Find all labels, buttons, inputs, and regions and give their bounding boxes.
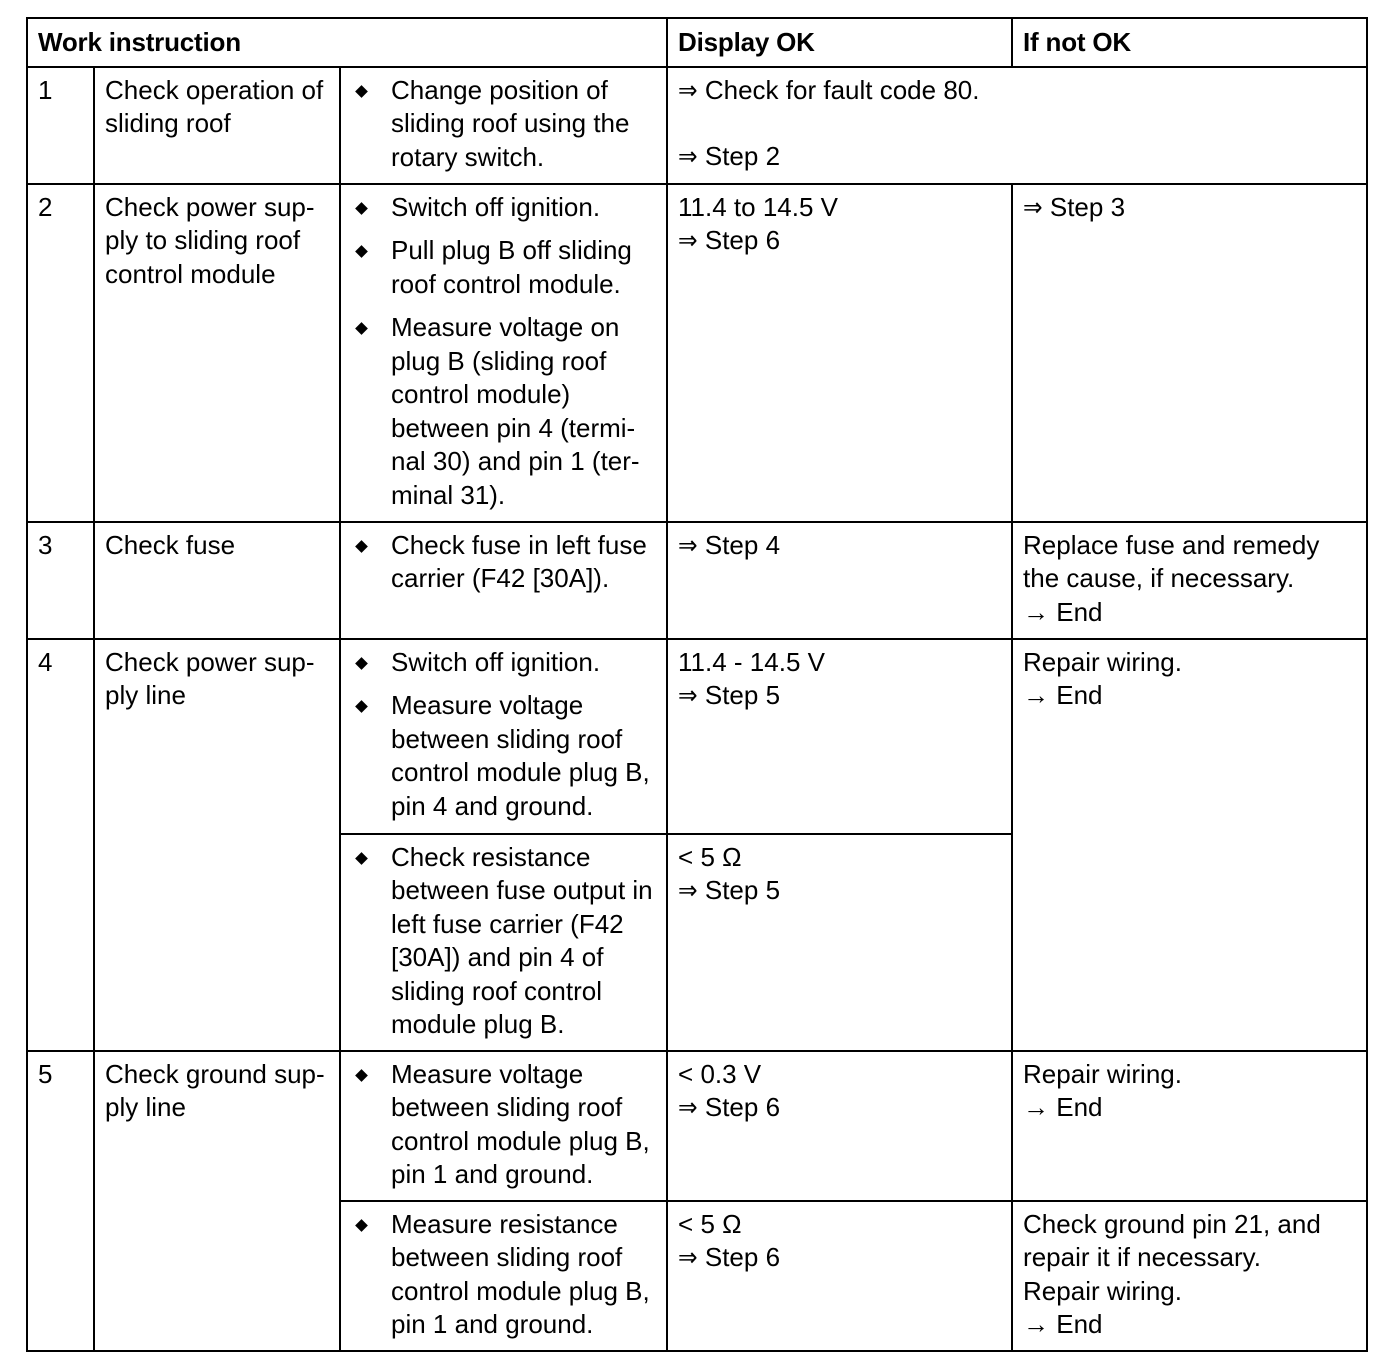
display-ok-line: 11.4 to 14.5 V bbox=[678, 191, 839, 222]
if-not-ok-cell bbox=[1012, 522, 1367, 639]
step-number: 1 bbox=[27, 67, 94, 184]
step-title: Check power sup-ply line bbox=[94, 639, 340, 1051]
step-number: 2 bbox=[27, 184, 94, 522]
header-work-instruction: Work instruction bbox=[27, 18, 667, 67]
table-row-step-1 bbox=[27, 67, 1367, 184]
header-row bbox=[27, 18, 1367, 67]
step-title: Check fuse bbox=[94, 522, 340, 639]
display-ok-gap bbox=[678, 107, 1356, 140]
display-ok-cell bbox=[667, 639, 1012, 834]
header-if-not-ok: If not OK bbox=[1012, 18, 1367, 67]
instruction-item: Check resistance between fuse output in left fuse carrier (F42 [30A]) and pin 4 of sliding roof control module plug B. bbox=[351, 841, 656, 1042]
table-row-step-5a bbox=[27, 1051, 1367, 1201]
display-ok-line: ⇒ Step 5 bbox=[678, 875, 781, 905]
display-ok-cell bbox=[667, 834, 1012, 1051]
instruction-item: Measure voltage on plug B (sliding roof control module) between pin 4 (termi-nal 30) and pin 1 (ter-minal 31). bbox=[351, 311, 656, 512]
display-ok-line: < 5 Ω bbox=[678, 1208, 742, 1239]
table-row-step-3 bbox=[27, 522, 1367, 639]
step-instructions bbox=[340, 184, 667, 522]
step-number: 3 bbox=[27, 522, 94, 639]
bullet-diamond-icon bbox=[355, 202, 368, 215]
display-ok-line: ⇒ Step 2 bbox=[678, 141, 781, 171]
bullet-diamond-icon bbox=[355, 540, 368, 553]
if-not-ok-cell bbox=[1012, 184, 1367, 522]
bullet-diamond-icon bbox=[355, 657, 368, 670]
if-not-ok-line: Check ground pin 21, and repair it if necessary. bbox=[1023, 1208, 1329, 1272]
bullet-diamond-icon bbox=[355, 245, 368, 258]
step-instructions bbox=[340, 1051, 667, 1201]
display-ok-line: < 0.3 V bbox=[678, 1058, 762, 1089]
header-display-ok: Display OK bbox=[667, 18, 1012, 67]
bullet-diamond-icon bbox=[355, 85, 368, 98]
display-ok-line: ⇒ Step 6 bbox=[678, 1242, 781, 1272]
step-title: Check operation of sliding roof bbox=[94, 67, 340, 184]
work-instruction-table bbox=[26, 17, 1368, 1352]
display-ok-cell bbox=[667, 184, 1012, 522]
instruction-item: Switch off ignition. bbox=[351, 646, 656, 680]
step-instructions bbox=[340, 67, 667, 184]
instruction-item: Change position of sliding roof using the rotary switch. bbox=[351, 74, 656, 175]
if-not-ok-line: Replace fuse and remedy the cause, if necessary. bbox=[1023, 529, 1327, 593]
bullet-diamond-icon bbox=[355, 852, 368, 865]
display-ok-cell bbox=[667, 522, 1012, 639]
if-not-ok-cell bbox=[1012, 1201, 1367, 1351]
step-number: 4 bbox=[27, 639, 94, 1051]
step-instructions bbox=[340, 834, 667, 1051]
table-row-step-2 bbox=[27, 184, 1367, 522]
if-not-ok-line: → End bbox=[1023, 1092, 1103, 1122]
instruction-item: Measure voltage between sliding roof control module plug B, pin 1 and ground. bbox=[351, 1058, 656, 1192]
step-instructions bbox=[340, 1201, 667, 1351]
step-title: Check power sup-ply to sliding roof control module bbox=[94, 184, 340, 522]
if-not-ok-line: → End bbox=[1023, 680, 1103, 710]
display-ok-line: ⇒ Step 4 bbox=[678, 529, 781, 560]
bullet-diamond-icon bbox=[355, 700, 368, 713]
instruction-item: Switch off ignition. bbox=[351, 191, 656, 225]
if-not-ok-line: ⇒ Step 3 bbox=[1023, 191, 1126, 222]
display-ok-line: ⇒ Step 5 bbox=[678, 680, 781, 710]
bullet-diamond-icon bbox=[355, 1219, 368, 1232]
display-ok-line: < 5 Ω bbox=[678, 841, 742, 872]
step-number: 5 bbox=[27, 1051, 94, 1351]
display-ok-cell bbox=[667, 67, 1367, 184]
if-not-ok-line: Repair wiring. bbox=[1023, 1275, 1182, 1306]
if-not-ok-cell bbox=[1012, 639, 1367, 1051]
display-ok-line: ⇒ Check for fault code 80. bbox=[678, 74, 980, 105]
display-ok-line: ⇒ Step 6 bbox=[678, 225, 781, 255]
if-not-ok-cell bbox=[1012, 1051, 1367, 1201]
bullet-diamond-icon bbox=[355, 1069, 368, 1082]
instruction-item: Pull plug B off sliding roof control module. bbox=[351, 234, 656, 301]
if-not-ok-line: → End bbox=[1023, 1309, 1103, 1339]
table-row-step-4a bbox=[27, 639, 1367, 834]
instruction-item: Measure voltage between sliding roof control module plug B, pin 4 and ground. bbox=[351, 689, 656, 823]
step-title: Check ground sup-ply line bbox=[94, 1051, 340, 1351]
if-not-ok-line: Repair wiring. bbox=[1023, 646, 1182, 677]
display-ok-line: ⇒ Step 6 bbox=[678, 1092, 781, 1122]
display-ok-line: 11.4 - 14.5 V bbox=[678, 646, 825, 677]
step-instructions bbox=[340, 639, 667, 834]
if-not-ok-line: Repair wiring. bbox=[1023, 1058, 1182, 1089]
display-ok-cell bbox=[667, 1201, 1012, 1351]
step-instructions bbox=[340, 522, 667, 639]
display-ok-cell bbox=[667, 1051, 1012, 1201]
instruction-item: Measure resistance between sliding roof control module plug B, pin 1 and ground. bbox=[351, 1208, 656, 1342]
bullet-diamond-icon bbox=[355, 322, 368, 335]
instruction-item: Check fuse in left fuse carrier (F42 [30A]). bbox=[351, 529, 656, 596]
if-not-ok-line: → End bbox=[1023, 596, 1103, 627]
